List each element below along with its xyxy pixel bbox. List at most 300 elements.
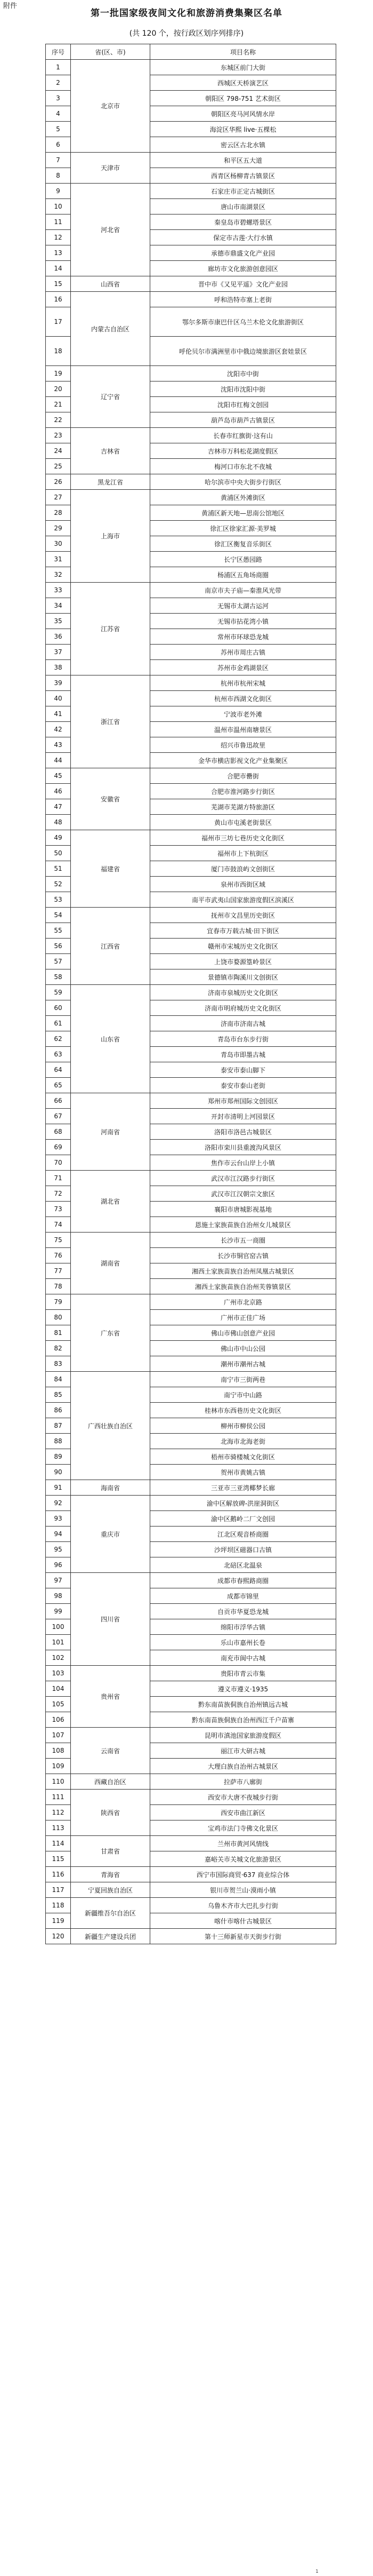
table-row: [46, 1294, 336, 1310]
row-project-name: 南宁市中山路: [150, 1387, 336, 1403]
row-number: 63: [46, 1047, 71, 1062]
table-row: [46, 1573, 336, 1588]
table-row: [46, 60, 336, 75]
row-project-name: 佛山市佛山创意产业园: [150, 1325, 336, 1341]
row-project-name: 保定市古莲·大行水镇: [150, 230, 336, 245]
row-project-name: 柳州市柳侯公园: [150, 1418, 336, 1434]
row-number: 79: [46, 1294, 71, 1310]
row-project-name: 黔东南苗族侗族自治州西江千户苗寨: [150, 1712, 336, 1728]
row-number: 12: [46, 230, 71, 245]
row-number: 105: [46, 1697, 71, 1712]
row-project-name: 渝中区鹅岭二厂文创园: [150, 1511, 336, 1526]
page-title: 第一批国家级夜间文化和旅游消费集聚区名单: [91, 8, 282, 19]
row-project-name: 拉萨市八廓街: [150, 1774, 336, 1790]
row-number: 10: [46, 199, 71, 214]
row-number: 46: [46, 784, 71, 799]
table-row: [46, 1233, 336, 1248]
row-project-name: 济南市济南古城: [150, 1016, 336, 1031]
row-number: 74: [46, 1217, 71, 1233]
row-number: 62: [46, 1031, 71, 1047]
row-province: 甘肃省: [71, 1836, 150, 1867]
row-project-name: 杭州市西湖文化街区: [150, 691, 336, 706]
table-row: [46, 985, 336, 1000]
row-number: 84: [46, 1372, 71, 1387]
row-project-name: 第十三师新星市天街步行街: [150, 1929, 336, 1944]
row-project-name: 南宁市三街两巷: [150, 1372, 336, 1387]
row-number: 37: [46, 645, 71, 660]
row-number: 86: [46, 1403, 71, 1418]
row-number: 82: [46, 1341, 71, 1356]
row-number: 81: [46, 1325, 71, 1341]
row-project-name: 西城区天桥演艺区: [150, 75, 336, 91]
row-number: 76: [46, 1248, 71, 1263]
row-project-name: 秦皇岛市碧螺塔景区: [150, 214, 336, 230]
row-number: 32: [46, 567, 71, 583]
row-project-name: 芜湖市芜湖方特旅游区: [150, 799, 336, 815]
row-project-name: 湘西土家族苗族自治州凤凰古城景区: [150, 1263, 336, 1279]
row-number: 38: [46, 660, 71, 675]
row-project-name: 三亚市三亚湾椰梦长廊: [150, 1480, 336, 1496]
row-project-name: 无锡市太湖古运河: [150, 598, 336, 614]
row-number: 98: [46, 1588, 71, 1604]
row-project-name: 长沙市五一商圈: [150, 1233, 336, 1248]
row-number: 104: [46, 1681, 71, 1697]
row-project-name: 苏州市金鸡湖景区: [150, 660, 336, 675]
row-province: 天津市: [71, 153, 150, 184]
row-province: 宁夏回族自治区: [71, 1882, 150, 1898]
row-project-name: 呼和浩特市塞上老街: [150, 292, 336, 307]
row-project-name: 唐山市南湖景区: [150, 199, 336, 214]
row-project-name: 北碚区北温泉: [150, 1557, 336, 1573]
row-province: 湖南省: [71, 1233, 150, 1294]
row-number: 21: [46, 397, 71, 412]
row-number: 59: [46, 985, 71, 1000]
row-project-name: 自贡市华夏恐龙城: [150, 1604, 336, 1619]
row-number: 102: [46, 1650, 71, 1666]
row-project-name: 宜春市万载古城·田下街区: [150, 923, 336, 939]
row-number: 93: [46, 1511, 71, 1526]
row-project-name: 温州市温州南塘景区: [150, 722, 336, 737]
row-number: 54: [46, 908, 71, 923]
row-number: 95: [46, 1542, 71, 1557]
table-body: [46, 60, 336, 1944]
row-number: 7: [46, 153, 71, 168]
row-project-name: 绍兴市鲁迅故里: [150, 737, 336, 753]
row-province: 上海市: [71, 490, 150, 583]
row-number: 45: [46, 768, 71, 784]
row-number: 67: [46, 1109, 71, 1124]
row-project-name: 广州市北京路: [150, 1294, 336, 1310]
row-number: 73: [46, 1202, 71, 1217]
row-project-name: 贺州市黄姚古镇: [150, 1465, 336, 1480]
row-project-name: 丽江市大研古城: [150, 1743, 336, 1759]
row-project-name: 佛山市中山公园: [150, 1341, 336, 1356]
row-project-name: 江北区观音桥商圈: [150, 1526, 336, 1542]
row-number: 65: [46, 1078, 71, 1093]
row-project-name: 杨浦区五角场商圈: [150, 567, 336, 583]
row-number: 68: [46, 1124, 71, 1140]
row-number: 40: [46, 691, 71, 706]
row-number: 85: [46, 1387, 71, 1403]
row-number: 108: [46, 1743, 71, 1759]
row-number: 77: [46, 1263, 71, 1279]
row-province: 江西省: [71, 908, 150, 985]
row-number: 94: [46, 1526, 71, 1542]
row-number: 80: [46, 1310, 71, 1325]
table-row: [46, 830, 336, 846]
row-project-name: 广州市正佳广场: [150, 1310, 336, 1325]
row-project-name: 抚州市文昌里历史街区: [150, 908, 336, 923]
row-province: 海南省: [71, 1480, 150, 1496]
row-project-name: 海淀区华熙 live·五棵松: [150, 122, 336, 137]
header-project-name: 项目名称: [150, 44, 336, 60]
row-number: 1: [46, 60, 71, 75]
row-number: 28: [46, 505, 71, 521]
row-number: 17: [46, 307, 71, 337]
row-number: 61: [46, 1016, 71, 1031]
row-project-name: 朝阳区亮马河风情水岸: [150, 106, 336, 122]
row-project-name: 黔东南苗族侗族自治州镇远古城: [150, 1697, 336, 1712]
row-number: 6: [46, 137, 71, 153]
row-project-name: 乌鲁木齐市大巴扎步行街: [150, 1898, 336, 1913]
row-project-name: 西青区杨柳青古镇景区: [150, 168, 336, 184]
row-number: 106: [46, 1712, 71, 1728]
table-header-row: [46, 44, 336, 60]
row-project-name: 鄂尔多斯市康巴什区乌兰木伦文化旅游街区: [150, 307, 336, 337]
row-number: 99: [46, 1604, 71, 1619]
row-project-name: 青岛市即墨古城: [150, 1047, 336, 1062]
row-project-name: 沈阳市沈阳中街: [150, 381, 336, 397]
row-number: 2: [46, 75, 71, 91]
row-number: 90: [46, 1465, 71, 1480]
row-province: 内蒙古自治区: [71, 292, 150, 366]
row-project-name: 金华市横店影视文化产业集聚区: [150, 753, 336, 768]
row-province: 青海省: [71, 1867, 150, 1882]
table-row: [46, 768, 336, 784]
row-number: 71: [46, 1171, 71, 1186]
row-project-name: 福州市上下杭街区: [150, 846, 336, 861]
row-province: 西藏自治区: [71, 1774, 150, 1790]
row-province: 陕西省: [71, 1790, 150, 1836]
row-province: 黑龙江省: [71, 474, 150, 490]
row-province: 北京市: [71, 60, 150, 153]
row-number: 103: [46, 1666, 71, 1681]
row-number: 4: [46, 106, 71, 122]
row-number: 53: [46, 892, 71, 908]
row-project-name: 厦门市鼓浪屿文创街区: [150, 861, 336, 877]
row-project-name: 密云区古北水镇: [150, 137, 336, 153]
table-row: [46, 1774, 336, 1790]
table-row: [46, 1929, 336, 1944]
table-row: [46, 1836, 336, 1851]
row-number: 119: [46, 1913, 71, 1929]
row-project-name: 洛阳市洛邑古城景区: [150, 1124, 336, 1140]
row-number: 24: [46, 443, 71, 459]
row-project-name: 沙坪坝区磁器口古镇: [150, 1542, 336, 1557]
row-number: 111: [46, 1790, 71, 1805]
table-container: [45, 44, 328, 1944]
row-province: 浙江省: [71, 675, 150, 768]
row-project-name: 徐汇区衡复音乐街区: [150, 536, 336, 552]
row-number: 26: [46, 474, 71, 490]
row-project-name: 长沙市铜官窑古镇: [150, 1248, 336, 1263]
row-number: 97: [46, 1573, 71, 1588]
row-number: 112: [46, 1805, 71, 1820]
row-province: 新疆生产建设兵团: [71, 1929, 150, 1944]
row-project-name: 和平区五大道: [150, 153, 336, 168]
row-project-name: 泰安市泰山脚下: [150, 1062, 336, 1078]
row-number: 91: [46, 1480, 71, 1496]
row-number: 51: [46, 861, 71, 877]
row-number: 92: [46, 1496, 71, 1511]
table-row: [46, 1898, 336, 1913]
row-project-name: 黄浦区新天地—思南公馆地区: [150, 505, 336, 521]
row-project-name: 北海市北海老街: [150, 1434, 336, 1449]
row-number: 33: [46, 583, 71, 598]
row-province: 江苏省: [71, 583, 150, 675]
row-province: 新疆维吾尔自治区: [71, 1898, 150, 1929]
row-project-name: 桂林市东西巷历史文化街区: [150, 1403, 336, 1418]
row-province: 吉林省: [71, 428, 150, 474]
row-number: 115: [46, 1851, 71, 1867]
row-project-name: 葫芦岛市葫芦古镇景区: [150, 412, 336, 428]
row-project-name: 西宁市国际商贸·637 商业综合体: [150, 1867, 336, 1882]
row-project-name: 乐山市嘉州长卷: [150, 1635, 336, 1650]
row-number: 57: [46, 954, 71, 969]
row-number: 78: [46, 1279, 71, 1294]
row-number: 43: [46, 737, 71, 753]
table-row: [46, 184, 336, 199]
row-project-name: 恩施土家族苗族自治州女儿城景区: [150, 1217, 336, 1233]
row-project-name: 景德镇市陶溪川文创街区: [150, 969, 336, 985]
row-number: 5: [46, 122, 71, 137]
row-number: 101: [46, 1635, 71, 1650]
row-province: 四川省: [71, 1573, 150, 1666]
row-project-name: 洛阳市栾川县重渡沟风景区: [150, 1140, 336, 1155]
row-number: 113: [46, 1820, 71, 1836]
row-project-name: 开封市清明上河园景区: [150, 1109, 336, 1124]
row-number: 27: [46, 490, 71, 505]
row-number: 39: [46, 675, 71, 691]
row-number: 36: [46, 629, 71, 645]
row-number: 70: [46, 1155, 71, 1171]
row-project-name: 黄山市屯溪老街景区: [150, 815, 336, 830]
table-row: [46, 490, 336, 505]
row-number: 55: [46, 923, 71, 939]
row-project-name: 苏州市周庄古镇: [150, 645, 336, 660]
row-project-name: 梅河口市东北不夜城: [150, 459, 336, 474]
row-province: 广东省: [71, 1294, 150, 1372]
header-province: 省(区、市): [71, 44, 150, 60]
row-number: 22: [46, 412, 71, 428]
row-number: 42: [46, 722, 71, 737]
row-number: 30: [46, 536, 71, 552]
row-project-name: 大理白族自治州古城景区: [150, 1759, 336, 1774]
row-number: 31: [46, 552, 71, 567]
row-project-name: 承德市鼎盛文化产业园: [150, 245, 336, 261]
row-number: 35: [46, 614, 71, 629]
row-project-name: 成都市春熙路商圈: [150, 1573, 336, 1588]
row-province: 云南省: [71, 1728, 150, 1774]
table-row: [46, 908, 336, 923]
table-row: [46, 276, 336, 292]
row-number: 64: [46, 1062, 71, 1078]
row-number: 11: [46, 214, 71, 230]
row-number: 116: [46, 1867, 71, 1882]
row-province: 广西壮族自治区: [71, 1372, 150, 1480]
row-project-name: 长春市红旗街·这有山: [150, 428, 336, 443]
row-project-name: 东城区前门大街: [150, 60, 336, 75]
table-row: [46, 1372, 336, 1387]
row-project-name: 渝中区解放碑-洪崖洞街区: [150, 1496, 336, 1511]
row-number: 69: [46, 1140, 71, 1155]
row-project-name: 朝阳区 798-751 艺术街区: [150, 91, 336, 106]
row-number: 20: [46, 381, 71, 397]
row-number: 25: [46, 459, 71, 474]
table-row: [46, 1093, 336, 1109]
table-row: [46, 1728, 336, 1743]
table-row: [46, 1882, 336, 1898]
row-project-name: 遵义市遵义·1935: [150, 1681, 336, 1697]
row-project-name: 昆明市滇池国家旅游度假区: [150, 1728, 336, 1743]
row-project-name: 黄浦区外滩街区: [150, 490, 336, 505]
row-project-name: 喀什市喀什古城景区: [150, 1913, 336, 1929]
row-province: 河南省: [71, 1093, 150, 1171]
row-province: 山东省: [71, 985, 150, 1093]
row-province: 辽宁省: [71, 366, 150, 428]
row-project-name: 赣州市宋城历史文化街区: [150, 939, 336, 954]
row-project-name: 泉州市西街区域: [150, 877, 336, 892]
row-number: 83: [46, 1356, 71, 1372]
table-row: [46, 153, 336, 168]
page-number: 1: [315, 2569, 319, 2574]
row-number: 48: [46, 815, 71, 830]
row-project-name: 杭州市杭州宋城: [150, 675, 336, 691]
row-project-name: 石家庄市正定古城街区: [150, 184, 336, 199]
row-number: 16: [46, 292, 71, 307]
row-number: 66: [46, 1093, 71, 1109]
row-project-name: 焦作市云台山岸上小镇: [150, 1155, 336, 1171]
table-row: [46, 1867, 336, 1882]
row-project-name: 西安市曲江新区: [150, 1805, 336, 1820]
row-province: 湖北省: [71, 1171, 150, 1233]
row-project-name: 郑州市郑州国际文创园区: [150, 1093, 336, 1109]
row-project-name: 梧州市骑楼城文化街区: [150, 1449, 336, 1465]
row-project-name: 福州市三坊七巷历史文化街区: [150, 830, 336, 846]
row-project-name: 宁波市老外滩: [150, 706, 336, 722]
row-number: 100: [46, 1619, 71, 1635]
row-province: 福建省: [71, 830, 150, 908]
row-province: 河北省: [71, 184, 150, 276]
table-row: [46, 1171, 336, 1186]
row-project-name: 合肥市淮河路步行街区: [150, 784, 336, 799]
row-number: 29: [46, 521, 71, 536]
row-project-name: 襄阳市唐城影视基地: [150, 1202, 336, 1217]
row-province: 贵州省: [71, 1666, 150, 1728]
row-project-name: 嘉峪关市关城文化旅游景区: [150, 1851, 336, 1867]
row-number: 52: [46, 877, 71, 892]
row-number: 118: [46, 1898, 71, 1913]
row-project-name: 吉林市万科松花湖度假区: [150, 443, 336, 459]
row-project-name: 南京市夫子庙—秦淮风光带: [150, 583, 336, 598]
page-subtitle: (共 120 个，按行政区划序列排序): [129, 29, 244, 38]
table-row: [46, 1480, 336, 1496]
row-number: 110: [46, 1774, 71, 1790]
row-project-name: 武汉市江汉路步行街区: [150, 1171, 336, 1186]
row-project-name: 沈阳市中街: [150, 366, 336, 381]
row-project-name: 武汉市江汉朝宗文旅区: [150, 1186, 336, 1202]
row-number: 72: [46, 1186, 71, 1202]
row-number: 47: [46, 799, 71, 815]
table-row: [46, 1790, 336, 1805]
row-number: 19: [46, 366, 71, 381]
row-number: 120: [46, 1929, 71, 1944]
row-project-name: 潮州市潮州古城: [150, 1356, 336, 1372]
row-number: 107: [46, 1728, 71, 1743]
row-number: 109: [46, 1759, 71, 1774]
row-project-name: 长宁区愚园路: [150, 552, 336, 567]
row-number: 114: [46, 1836, 71, 1851]
row-project-name: 济南市泉城历史文化街区: [150, 985, 336, 1000]
row-project-name: 贵阳市青云市集: [150, 1666, 336, 1681]
row-project-name: 徐汇区徐家汇源·美罗城: [150, 521, 336, 536]
row-province: 重庆市: [71, 1496, 150, 1573]
row-project-name: 青岛市台东步行街: [150, 1031, 336, 1047]
row-project-name: 上饶市婺源篁岭景区: [150, 954, 336, 969]
row-number: 3: [46, 91, 71, 106]
row-number: 8: [46, 168, 71, 184]
row-number: 87: [46, 1418, 71, 1434]
row-number: 15: [46, 276, 71, 292]
row-project-name: 晋中市《又见平遥》文化产业园: [150, 276, 336, 292]
table-row: [46, 583, 336, 598]
row-number: 9: [46, 184, 71, 199]
row-number: 50: [46, 846, 71, 861]
row-project-name: 南充市阆中古城: [150, 1650, 336, 1666]
row-project-name: 常州市环球恐龙城: [150, 629, 336, 645]
row-number: 60: [46, 1000, 71, 1016]
table-row: [46, 428, 336, 443]
row-project-name: 银川市贺兰山·漠雨小镇: [150, 1882, 336, 1898]
row-number: 96: [46, 1557, 71, 1573]
row-project-name: 成都市锦里: [150, 1588, 336, 1604]
header-number: 序号: [46, 44, 71, 60]
row-project-name: 湘西土家族苗族自治州芙蓉镇景区: [150, 1279, 336, 1294]
row-province: 安徽省: [71, 768, 150, 830]
row-number: 34: [46, 598, 71, 614]
row-number: 88: [46, 1434, 71, 1449]
district-table: [45, 44, 336, 1944]
row-number: 14: [46, 261, 71, 276]
row-number: 89: [46, 1449, 71, 1465]
row-project-name: 泰安市泰山老街: [150, 1078, 336, 1093]
table-row: [46, 366, 336, 381]
row-number: 18: [46, 337, 71, 366]
row-number: 41: [46, 706, 71, 722]
table-row: [46, 1496, 336, 1511]
row-project-name: 合肥市罍街: [150, 768, 336, 784]
row-project-name: 宝鸡市法门寺佛文化景区: [150, 1820, 336, 1836]
row-number: 13: [46, 245, 71, 261]
row-number: 58: [46, 969, 71, 985]
table-row: [46, 474, 336, 490]
table-row: [46, 292, 336, 307]
row-project-name: 无锡市拈花湾小镇: [150, 614, 336, 629]
attachment-label: 附件: [3, 2, 18, 10]
row-project-name: 绵阳市浮华古镇: [150, 1619, 336, 1635]
table-row: [46, 1666, 336, 1681]
row-number: 117: [46, 1882, 71, 1898]
